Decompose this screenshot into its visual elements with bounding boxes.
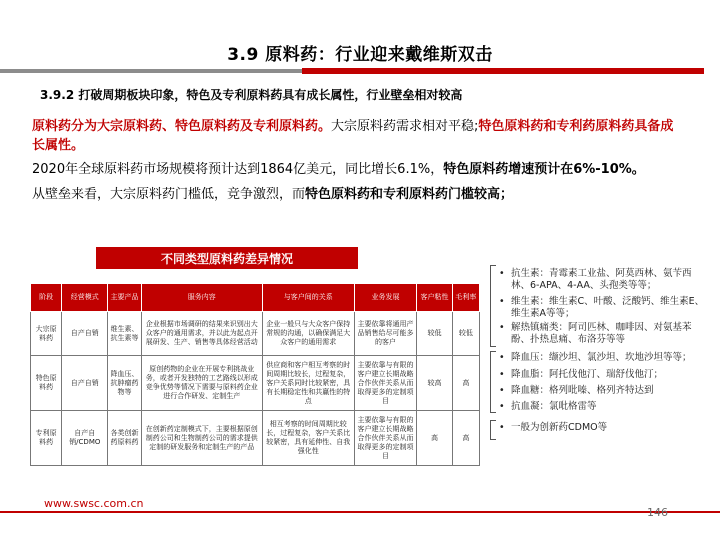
header-cell: 经营模式	[62, 284, 108, 312]
table-cell: 自产自销	[62, 312, 108, 356]
table-cell: 降血压、抗肿瘤药物等	[108, 356, 141, 411]
table-cell: 主要依靠将通用产品销售给尽可能多的客户	[354, 312, 417, 356]
header-cell: 客户粘性	[417, 284, 453, 312]
header-cell: 服务内容	[141, 284, 262, 312]
table-cell: 主要依靠与有限的客户建立长期战略合作伙伴关系从而取得更多的定制项目	[354, 356, 417, 411]
table-cell: 各类创新药原料药	[108, 411, 141, 466]
header-cell: 主要产品	[108, 284, 141, 312]
paragraph-3-body: 从壁垒来看，大宗原料药门槛低，竞争激烈，而	[32, 187, 306, 202]
note-item	[499, 401, 597, 413]
title-underline-gray	[0, 69, 302, 73]
table-caption: 不同类型原料药差异情况	[96, 247, 358, 269]
footer-website-link[interactable]: www.swsc.com.cn	[44, 497, 144, 510]
table-cell: 自产自销	[62, 356, 108, 411]
header-cell: 与客户间的关系	[262, 284, 354, 312]
note-text: 抗生素：青霉素工业盐、阿莫西林、氨苄西林、6-APA、4-AA、头孢类等等；	[511, 268, 692, 291]
paragraph-1-body: 大宗原料药需求相对平稳;	[331, 119, 479, 134]
table-cell: 特色原料药	[31, 356, 62, 411]
table-header-row	[31, 284, 480, 312]
note-text: 一般为创新药CDMO等	[511, 422, 608, 433]
page-title: 3.9 原料药：行业迎来戴维斯双击	[227, 45, 493, 65]
note-text: 解热镇痛类：阿司匹林、咖啡因、对氨基苯酚、扑热息痛、布洛芬等等	[511, 322, 692, 345]
note-text: 抗血凝：氯吡格雷等	[511, 401, 597, 412]
paragraph-2	[32, 160, 682, 179]
note-text: 降血压：缬沙坦、氯沙坦、坎地沙坦等等；	[511, 352, 692, 363]
note-item	[499, 385, 654, 397]
bullet-icon: •	[499, 422, 505, 433]
bullet-icon: •	[499, 296, 505, 307]
bullet-icon: •	[499, 401, 505, 412]
table-cell: 在创新药定制模式下，主要根据原创制药公司和生物制药公司的需求提供定制的研发服务和定制生产的产品	[141, 411, 262, 466]
table-cell: 维生素、抗生素等	[108, 312, 141, 356]
bullet-icon: •	[499, 322, 505, 333]
note-text: 降血脂：阿托伐他汀、瑞舒伐他汀；	[511, 369, 664, 380]
title-underline-red	[302, 68, 704, 74]
section-subheading: 3.9.2 打破周期板块印象，特色及专利原料药具有成长属性，行业壁垒相对较高	[40, 88, 463, 102]
note-item	[499, 369, 664, 381]
table-cell: 原创药物的企业在开展专利挑战业务，或者开发独特的工艺路线以形成竞争优势等情况下需要与原料药企业进行合作研发、定制生产	[141, 356, 262, 411]
note-text: 维生素：维生素C、叶酸、泛酸钙、维生素E、维生素A等等；	[511, 296, 705, 319]
footer-divider	[0, 511, 720, 513]
header-cell: 毛利率	[452, 284, 479, 312]
note-text: 降血糖：格列吡嗪、格列齐特达到	[511, 385, 654, 396]
note-item	[499, 422, 608, 434]
table-cell: 企业根据市场调研的结果来识别出大众客户的通用需求，并以此为起点开展研发、生产、销售等具体经营活动	[141, 312, 262, 356]
paragraph-2-body: 2020年全球原料药市场规模将预计达到1864亿美元，同比增长6.1%，	[32, 162, 444, 177]
table-cell: 高	[452, 356, 479, 411]
table-cell: 自产自销/CDMO	[62, 411, 108, 466]
notes-panel	[485, 258, 710, 458]
bullet-icon: •	[499, 352, 505, 363]
header-cell: 阶段	[31, 284, 62, 312]
table-cell: 较低	[417, 312, 453, 356]
note-item	[499, 322, 706, 346]
api-comparison-table	[30, 283, 480, 466]
paragraph-1-highlight: 特色原料药和专利药原料药具备成长属性。	[32, 119, 674, 153]
table-cell: 较高	[417, 356, 453, 411]
table-cell: 主要依靠与有限的客户建立长期战略合作伙伴关系从而取得更多的定制项目	[354, 411, 417, 466]
paragraph-3-highlight: 特色原料药和专利原料药门槛较高；	[305, 187, 514, 202]
table-cell: 企业一般只与大众客户保持常规的沟通，以确保满足大众客户的通用需求	[262, 312, 354, 356]
table-cell: 高	[452, 411, 479, 466]
note-item	[499, 268, 706, 292]
header-cell: 业务发展	[354, 284, 417, 312]
table-cell: 较低	[452, 312, 479, 356]
table-row	[31, 411, 480, 466]
paragraph-1	[32, 117, 682, 155]
bullet-icon: •	[499, 385, 505, 396]
table-row	[31, 312, 480, 356]
bullet-icon: •	[499, 268, 505, 279]
table-row	[31, 356, 480, 411]
paragraph-2-highlight: 特色原料药增速预计在6%-10%。	[443, 162, 645, 177]
paragraph-1-lead: 原料药分为大宗原料药、特色原料药及专利原料药。	[32, 119, 332, 134]
table-cell: 供应商和客户相互考察的时间周期比较长，过程复杂，客户关系同时比较紧密，具有长期稳定性和共赢性的特点	[262, 356, 354, 411]
paragraph-3	[32, 185, 682, 204]
note-item	[499, 296, 706, 320]
table-cell: 专利原料药	[31, 411, 62, 466]
table-cell: 高	[417, 411, 453, 466]
bullet-icon: •	[499, 369, 505, 380]
note-item	[499, 352, 692, 364]
table-cell: 相互考察的时间周期比较长，过程复杂，客户关系比较紧密，具有延伸性、自我强化性	[262, 411, 354, 466]
page-number: 146	[647, 506, 668, 519]
table-cell: 大宗原料药	[31, 312, 62, 356]
